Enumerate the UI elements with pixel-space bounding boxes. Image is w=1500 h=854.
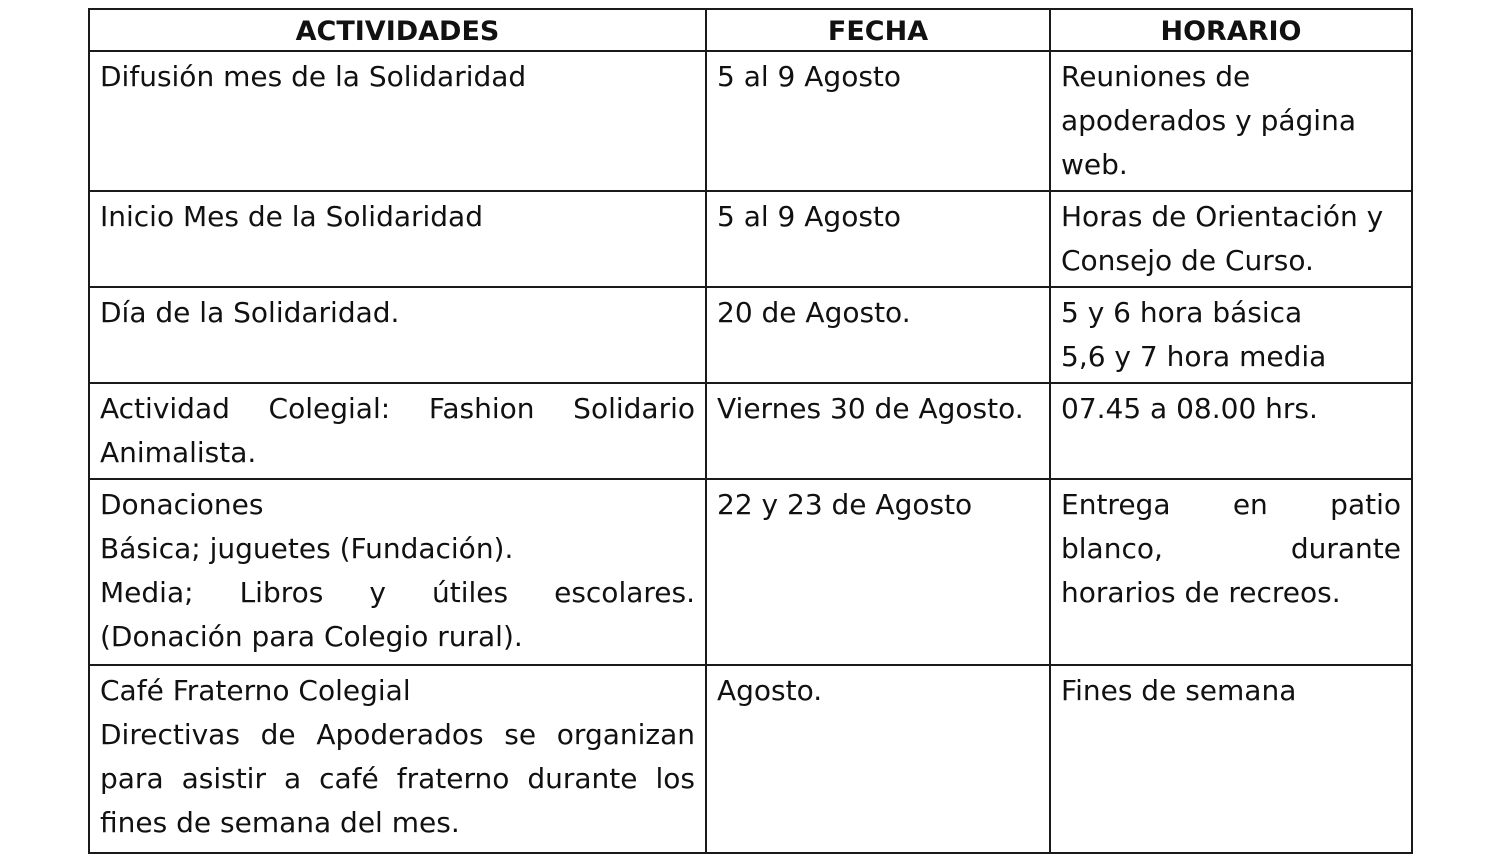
- date-cell: [706, 665, 1050, 853]
- activity-cell: [89, 479, 706, 665]
- schedule-cell: [1050, 383, 1412, 479]
- table-row: [89, 51, 1412, 191]
- activity-text: para asistir a café fraterno durante los: [100, 762, 695, 795]
- header-horario: HORARIO: [1050, 9, 1412, 51]
- schedule-text: apoderados y página: [1061, 104, 1356, 137]
- activity-cell: [89, 51, 706, 191]
- activity-cell: [89, 665, 706, 853]
- date-text: Viernes 30 de Agosto.: [717, 392, 1024, 425]
- activity-cell: [89, 383, 706, 479]
- activity-text: Día de la Solidaridad.: [100, 296, 400, 329]
- table-row: [89, 665, 1412, 853]
- schedule-text: 07.45 a 08.00 hrs.: [1061, 392, 1318, 425]
- date-text: 22 y 23 de Agosto: [717, 488, 973, 521]
- schedule-cell: [1050, 51, 1412, 191]
- activities-table: [88, 8, 1413, 854]
- schedule-cell: [1050, 665, 1412, 853]
- schedule-text: Fines de semana: [1061, 674, 1297, 707]
- schedule-text: Horas de Orientación y: [1061, 200, 1384, 233]
- date-text: 20 de Agosto.: [717, 296, 911, 329]
- date-text: 5 al 9 Agosto: [717, 200, 902, 233]
- activity-text: Animalista.: [100, 436, 257, 469]
- schedule-text: horarios de recreos.: [1061, 576, 1341, 609]
- activity-text: Básica; juguetes (Fundación).: [100, 532, 514, 565]
- schedule-text: web.: [1061, 148, 1128, 181]
- activity-cell: [89, 287, 706, 383]
- schedule-text: 5 y 6 hora básica: [1061, 296, 1303, 329]
- date-cell: [706, 287, 1050, 383]
- header-fecha: FECHA: [706, 9, 1050, 51]
- schedule-cell: [1050, 287, 1412, 383]
- table-row: [89, 383, 1412, 479]
- schedule-text: blanco, durante: [1061, 532, 1401, 565]
- table-row: [89, 479, 1412, 665]
- schedule-text: Reuniones de: [1061, 60, 1251, 93]
- schedule-text: Consejo de Curso.: [1061, 244, 1314, 277]
- header-actividades: ACTIVIDADES: [89, 9, 706, 51]
- activity-cell: [89, 191, 706, 287]
- table-row: [89, 287, 1412, 383]
- schedule-text: Entrega en patio: [1061, 488, 1401, 521]
- activity-text: Inicio Mes de la Solidaridad: [100, 200, 483, 233]
- activity-text: (Donación para Colegio rural).: [100, 620, 523, 653]
- table-row: [89, 191, 1412, 287]
- activity-text: Café Fraterno Colegial: [100, 674, 411, 707]
- activity-text: Media; Libros y útiles escolares.: [100, 576, 695, 609]
- table-header-row: [89, 9, 1412, 51]
- date-cell: [706, 51, 1050, 191]
- activity-text: Directivas de Apoderados se organizan: [100, 718, 695, 751]
- schedule-cell: [1050, 191, 1412, 287]
- schedule-text: 5,6 y 7 hora media: [1061, 340, 1327, 373]
- date-cell: [706, 383, 1050, 479]
- date-cell: [706, 191, 1050, 287]
- date-cell: [706, 479, 1050, 665]
- date-text: 5 al 9 Agosto: [717, 60, 902, 93]
- activity-text: fines de semana del mes.: [100, 806, 460, 839]
- activity-text: Difusión mes de la Solidaridad: [100, 60, 527, 93]
- activity-text: Donaciones: [100, 488, 264, 521]
- schedule-cell: [1050, 479, 1412, 665]
- date-text: Agosto.: [717, 674, 823, 707]
- activity-text: Actividad Colegial: Fashion Solidario: [100, 392, 695, 425]
